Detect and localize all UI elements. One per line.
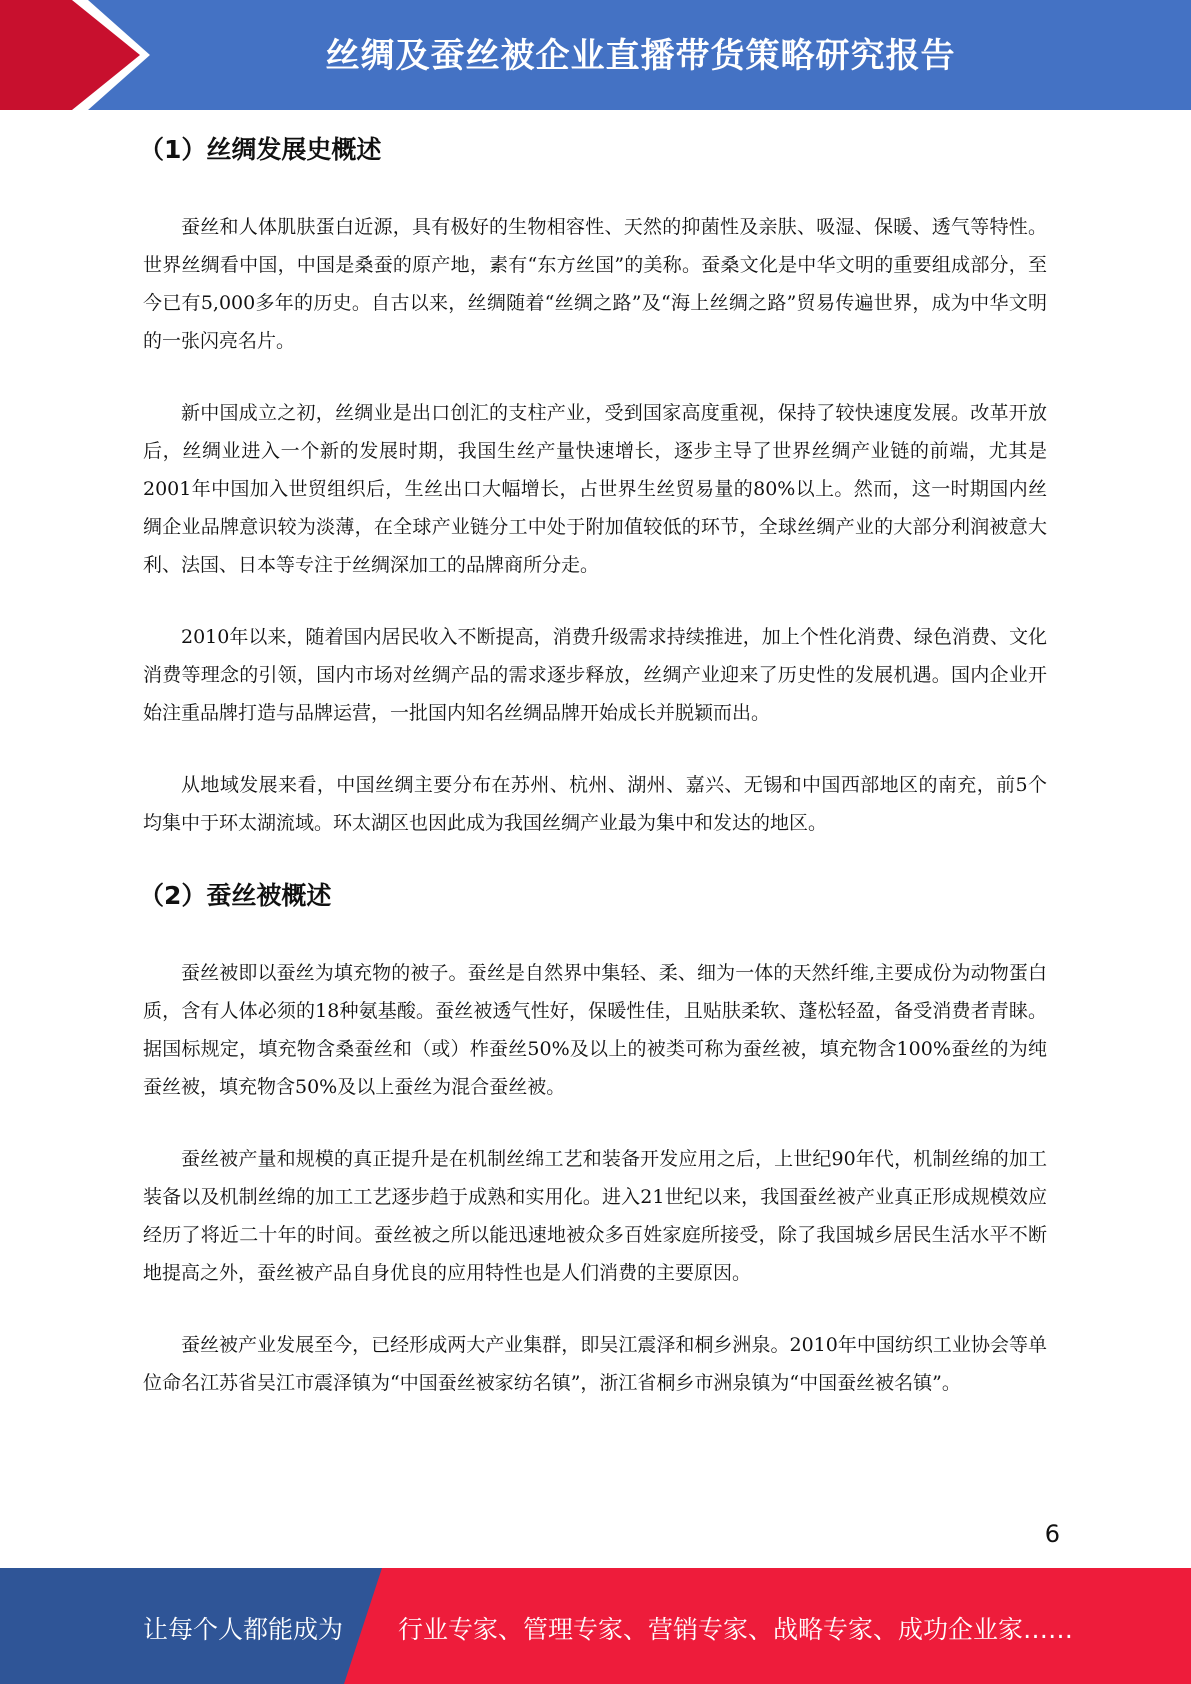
paragraph: 蚕丝和人体肌肤蛋白近源，具有极好的生物相容性、天然的抑菌性及亲肤、吸湿、保暖、透气等特性。世界丝绸看中国，中国是桑蚕的原产地，素有“东方丝国”的美称。蚕桑文化是中华文明的重要组成部分，至今已有5,000多年的历史。自古以来，丝绸随着“丝绸之路”及“海上丝绸之路”贸易传遍世界，成为中华文明的一张闪亮名片。: [143, 216, 1047, 352]
footer-banner: [0, 1568, 1191, 1684]
header-banner: [0, 0, 1191, 110]
paragraph: 蚕丝被产量和规模的真正提升是在机制丝绵工艺和装备开发应用之后，上世纪90年代，机制丝绵的加工装备以及机制丝绵的加工工艺逐步趋于成熟和实用化。进入21世纪以来，我国蚕丝被产业真正形成规模效应经历了将近二十年的时间。蚕丝被之所以能迅速地被众多百姓家庭所接受，除了我国城乡居民生活水平不断地提高之外，蚕丝被产品自身优良的应用特性也是人们消费的主要原因。: [143, 1148, 1047, 1284]
section-heading-silk-history: （1）丝绸发展史概述: [139, 135, 382, 164]
paragraph: 蚕丝被即以蚕丝为填充物的被子。蚕丝是自然界中集轻、柔、细为一体的天然纤维,主要成份为动物蛋白质，含有人体必须的18种氨基酸。蚕丝被透气性好，保暖性佳，且贴肤柔软、蓬松轻盈，备受消费者青睐。据国标规定，填充物含桑蚕丝和（或）柞蚕丝50%及以上的被类可称为蚕丝被，填充物含100%蚕丝的为纯蚕丝被，填充物含50%及以上蚕丝为混合蚕丝被。: [143, 962, 1047, 1098]
section-heading-silk-quilt: （2）蚕丝被概述: [139, 881, 332, 910]
paragraph: 蚕丝被产业发展至今，已经形成两大产业集群，即吴江震泽和桐乡洲泉。2010年中国纺织工业协会等单位命名江苏省吴江市震泽镇为“中国蚕丝被家纺名镇”，浙江省桐乡市洲泉镇为“中国蚕丝被名镇”。: [143, 1334, 1047, 1394]
page-number: 6: [1044, 1520, 1060, 1548]
paragraph: 2010年以来，随着国内居民收入不断提高，消费升级需求持续推进，加上个性化消费、绿色消费、文化消费等理念的引领，国内市场对丝绸产品的需求逐步释放，丝绸产业迎来了历史性的发展机遇。国内企业开始注重品牌打造与品牌运营，一批国内知名丝绸品牌开始成长并脱颖而出。: [143, 626, 1047, 724]
main-content: [139, 130, 1047, 1402]
paragraph: 新中国成立之初，丝绸业是出口创汇的支柱产业，受到国家高度重视，保持了较快速度发展。改革开放后，丝绸业进入一个新的发展时期，我国生丝产量快速增长，逐步主导了世界丝绸产业链的前端，尤其是2001年中国加入世贸组织后，生丝出口大幅增长，占世界生丝贸易量的80%以上。然而，这一时期国内丝绸企业品牌意识较为淡薄，在全球产业链分工中处于附加值较低的环节，全球丝绸产业的大部分利润被意大利、法国、日本等专注于丝绸深加工的品牌商所分走。: [143, 402, 1047, 576]
paragraph: 从地域发展来看，中国丝绸主要分布在苏州、杭州、湖州、嘉兴、无锡和中国西部地区的南充，前5个均集中于环太湖流域。环太湖区也因此成为我国丝绸产业最为集中和发达的地区。: [143, 774, 1047, 834]
report-title: 丝绸及蚕丝被企业直播带货策略研究报告: [325, 36, 956, 76]
footer-slogan-right: 行业专家、管理专家、营销专家、战略专家、成功企业家……: [398, 1615, 1074, 1644]
footer-slogan-left: 让每个人都能成为: [143, 1615, 344, 1644]
